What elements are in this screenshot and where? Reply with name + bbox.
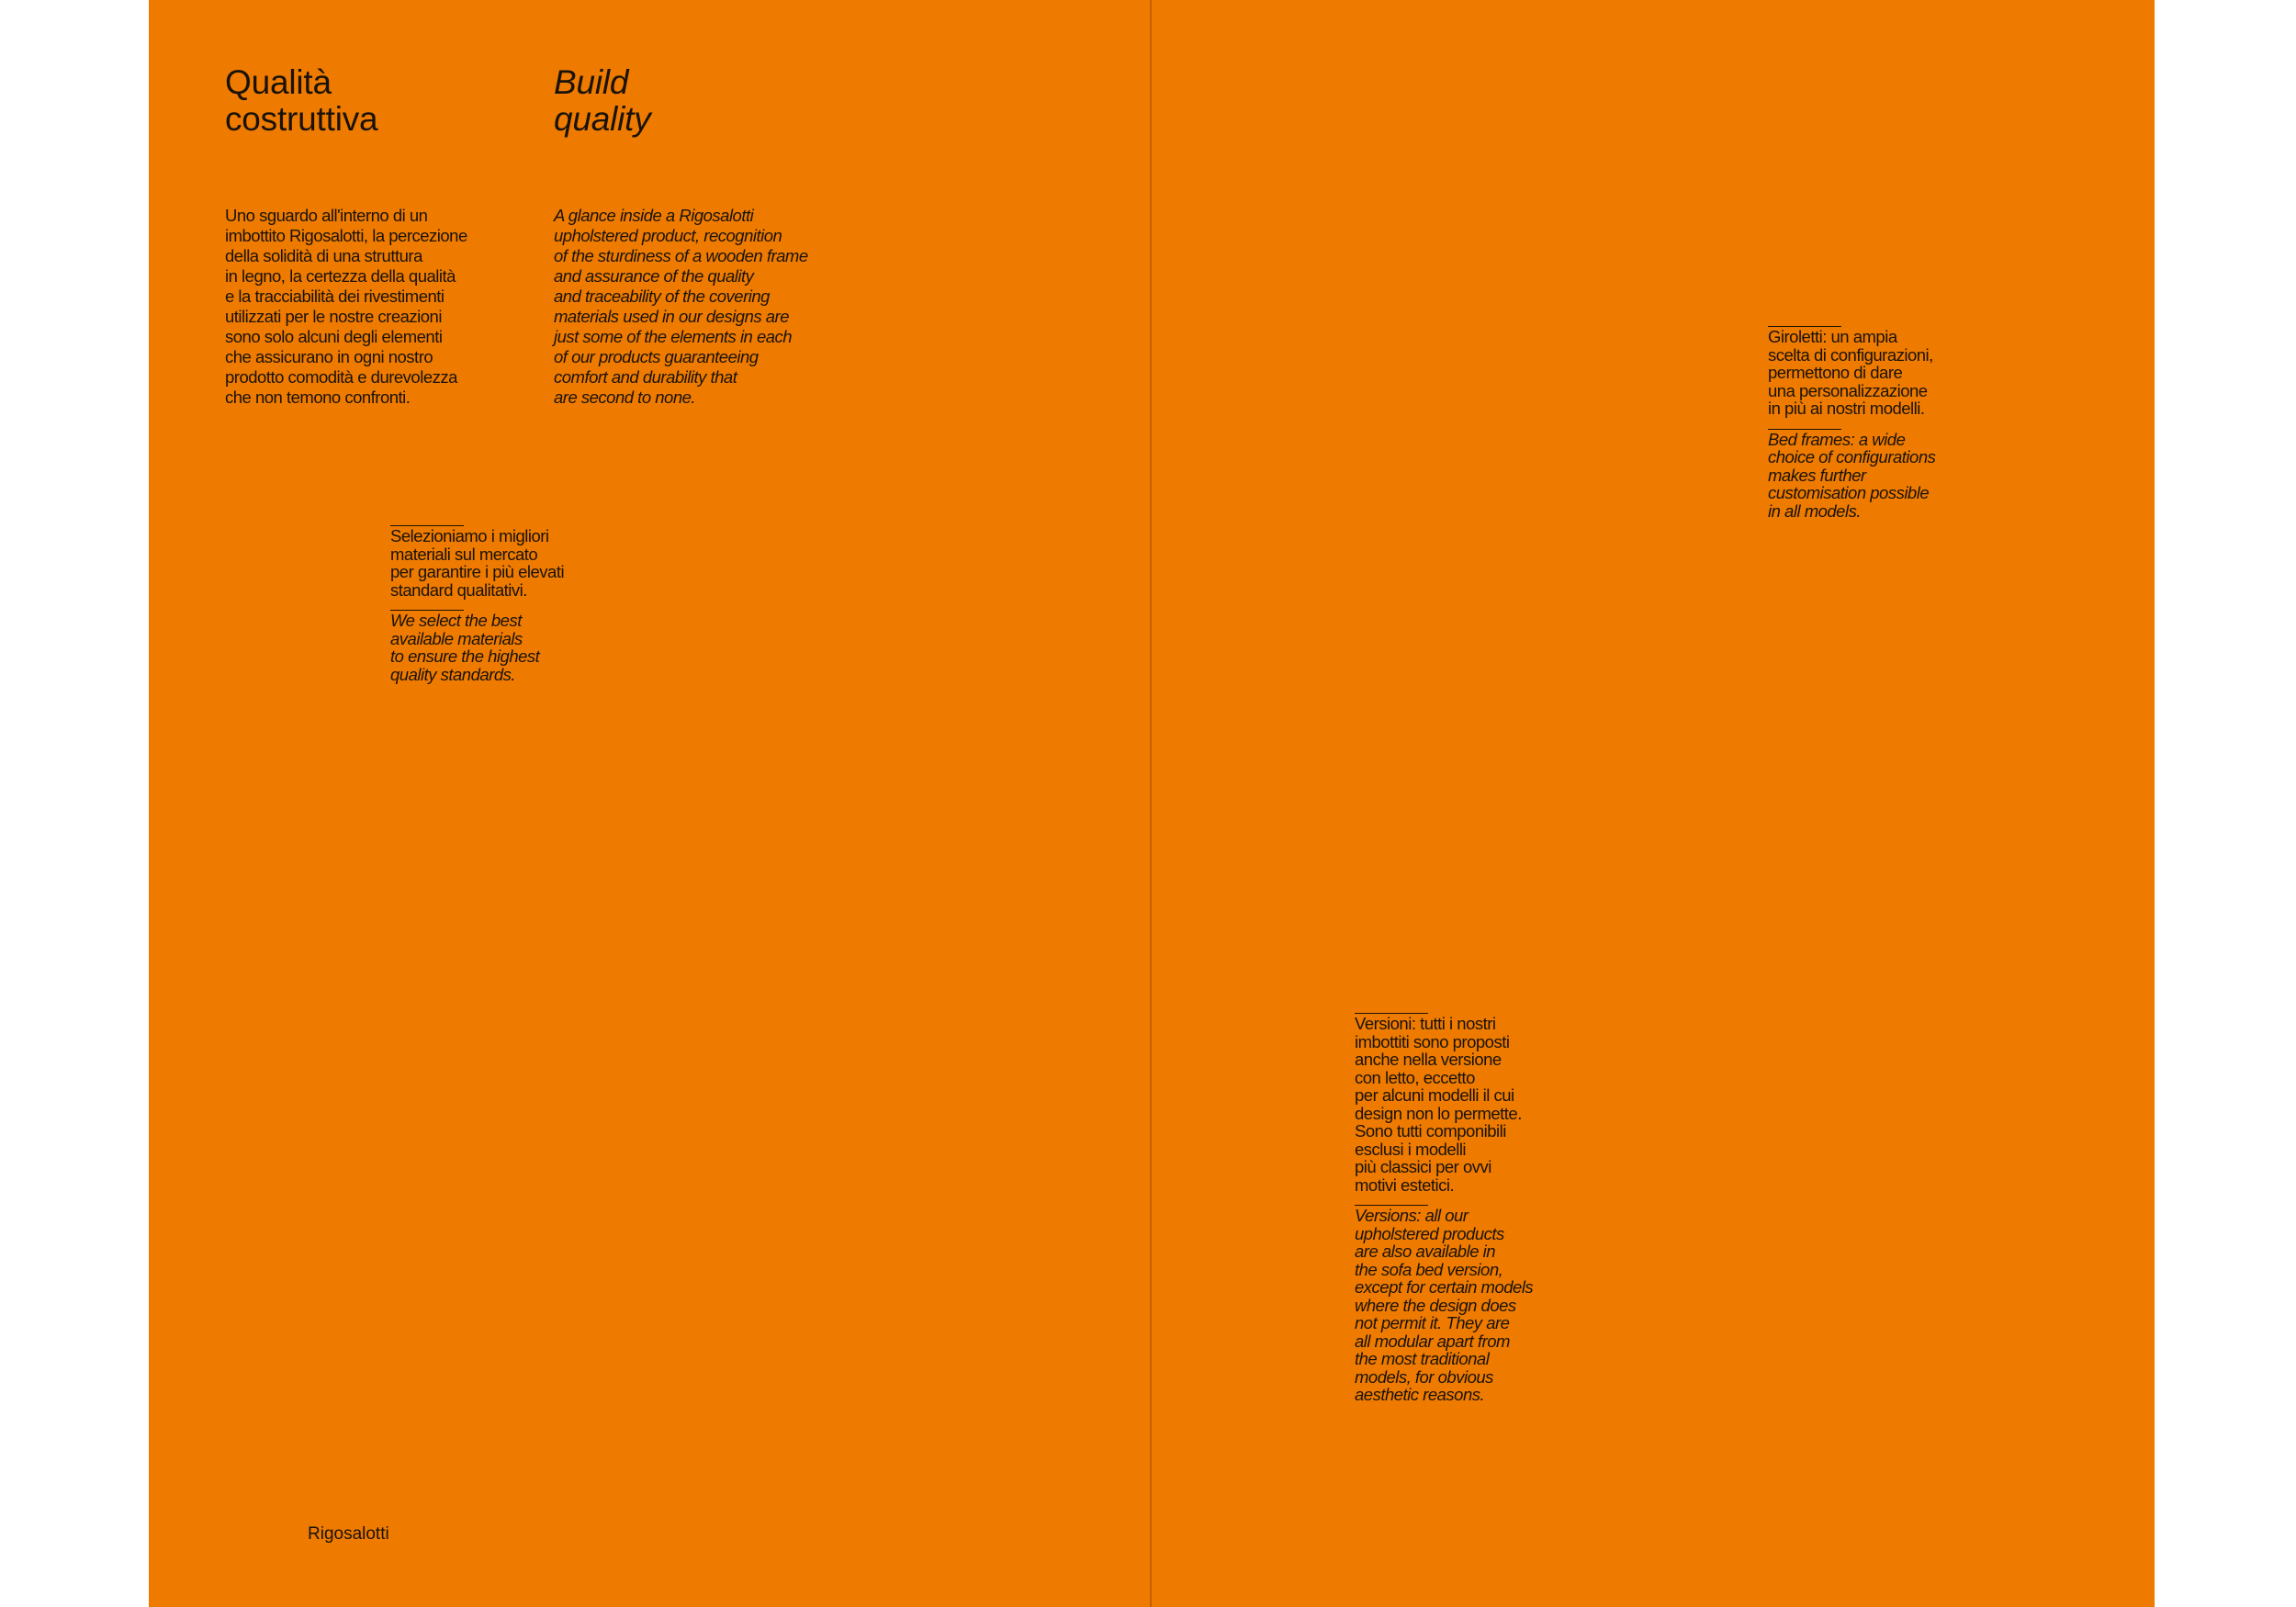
intro-text-italian: Uno sguardo all'interno di un imbottito Rigosalotti, la percezione della solidità di una struttura in legno, la certezza della qualità e la tracciabilità dei rivestimenti utilizzati per le nostre creazioni sono solo alcuni degli elementi che assicurano in ogni nostro prodotto comodità e durevolezza che non temono confronti.: [225, 206, 467, 407]
materials-note-italian: Selezioniamo i migliori materiali sul mercato per garantire i più elevati standard qualitativi.: [390, 526, 565, 600]
bed-frames-note: [1768, 326, 2025, 520]
materials-note-english: We select the best available materials to ensure the highest quality standards.: [390, 611, 540, 684]
brochure-spread: [149, 0, 2155, 1607]
page-gutter-divider: [1150, 0, 1152, 1607]
intro-text-english: A glance inside a Rigosalotti upholstered product, recognition of the sturdiness of a wooden frame and assurance of the quality and traceability of the covering materials used in our designs are just some of the elements in each of our products guaranteeing comfort and durability that are second to none.: [554, 206, 808, 407]
materials-note: [390, 525, 629, 683]
versions-note: [1355, 1013, 1630, 1404]
versions-note-english: Versions: all our upholstered products are also available in the sofa bed version, except for certain models where the design does not permit it. They are all modular apart from the most traditional models, for obvious aesthetic reasons.: [1355, 1206, 1534, 1404]
bed-frames-note-english: Bed frames: a wide choice of configurations makes further customisation possible in all models.: [1768, 429, 1936, 521]
title-english: Build quality: [554, 63, 651, 138]
footer-brand-name: Rigosalotti: [308, 1524, 389, 1544]
title-italian: Qualità costruttiva: [225, 63, 378, 138]
bed-frames-note-italian: Giroletti: un ampia scelta di configurazioni, permettono di dare una personalizzazione in più ai nostri modelli.: [1768, 327, 1933, 418]
versions-note-italian: Versioni: tutti i nostri imbottiti sono proposti anche nella versione con letto, eccetto per alcuni modelli il cui design non lo permette. Sono tutti componibili esclusi i modelli più classici per ovvi motivi estetici.: [1355, 1014, 1522, 1195]
